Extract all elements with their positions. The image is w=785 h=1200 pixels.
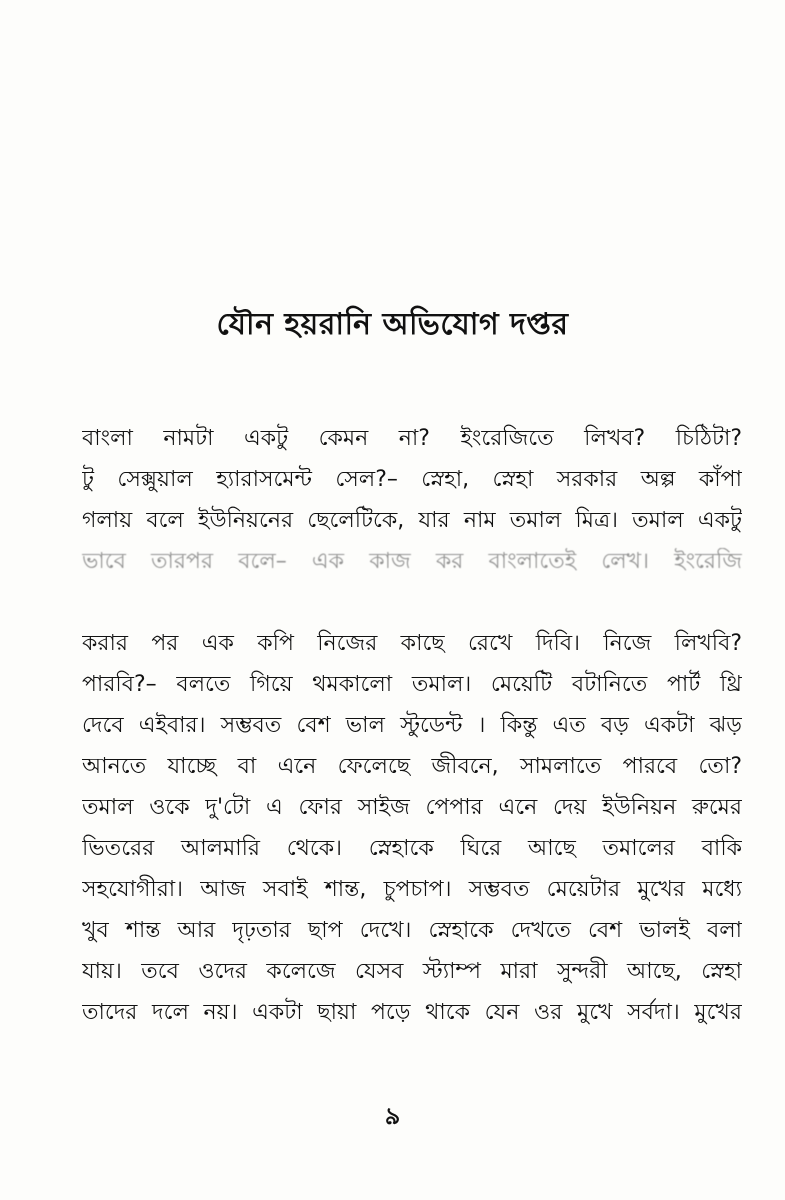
text-line: পারবি?– বলতে গিয়ে থমকালো তমাল। মেয়েটি বটানিতে পার্ট থ্রি — [82, 672, 742, 697]
text-line-faded: ভাবে তারপর বলে– এক কাজ কর বাংলাতেই লেখ। ইংরেজি — [82, 549, 742, 574]
text-line: তমাল ওকে দু'টো এ ফোর সাইজ পেপার এনে দেয় ইউনিয়ন রুমের — [82, 795, 742, 820]
text-line: তাদের দলে নয়। একটা ছায়া পড়ে থাকে যেন ওর মুখে সর্বদা। মুখের — [82, 1000, 742, 1025]
text-line: খুব শান্ত আর দৃঢ়তার ছাপ দেখে। স্নেহাকে দেখতে বেশ ভালই বলা — [82, 918, 742, 943]
page-number: ৯ — [384, 1102, 401, 1130]
text-line: বাংলা নামটা একটু কেমন না? ইংরেজিতে লিখব? চিঠিটা? — [82, 426, 742, 451]
text-line: গলায় বলে ইউনিয়নের ছেলেটিকে, যার নাম তমাল মিত্র। তমাল একটু — [82, 508, 742, 533]
text-line: দেবে এইবার। সম্ভবত বেশ ভাল স্টুডেন্ট । কিন্তু এত বড় একটা ঝড় — [82, 713, 742, 738]
text-line: সহযোগীরা। আজ সবাই শান্ত, চুপচাপ। সম্ভবত মেয়েটার মুখের মধ্যে — [82, 877, 742, 902]
text-line: যায়। তবে ওদের কলেজে যেসব স্ট্যাম্প মারা সুন্দরী আছে, স্নেহা — [82, 959, 742, 984]
text-line-illegible — [82, 582, 742, 623]
text-line: করার পর এক কপি নিজের কাছে রেখে দিবি। নিজে লিখবি? — [82, 631, 742, 656]
text-line: টু সেক্সুয়াল হ্যারাসমেন্ট সেল?– স্নেহা, স্নেহা সরকার অল্প কাঁপা — [82, 467, 742, 492]
body-text — [82, 418, 742, 1033]
text-line: ভিতরের আলমারি থেকে। স্নেহাকে ঘিরে আছে তমালের বাকি — [82, 836, 742, 861]
text-line: আনতে যাচ্ছে বা এনে ফেলেছে জীবনে, সামলাতে পারবে তো? — [82, 754, 742, 779]
chapter-title: যৌন হয়রানি অভিযোগ দপ্তর — [216, 307, 569, 342]
